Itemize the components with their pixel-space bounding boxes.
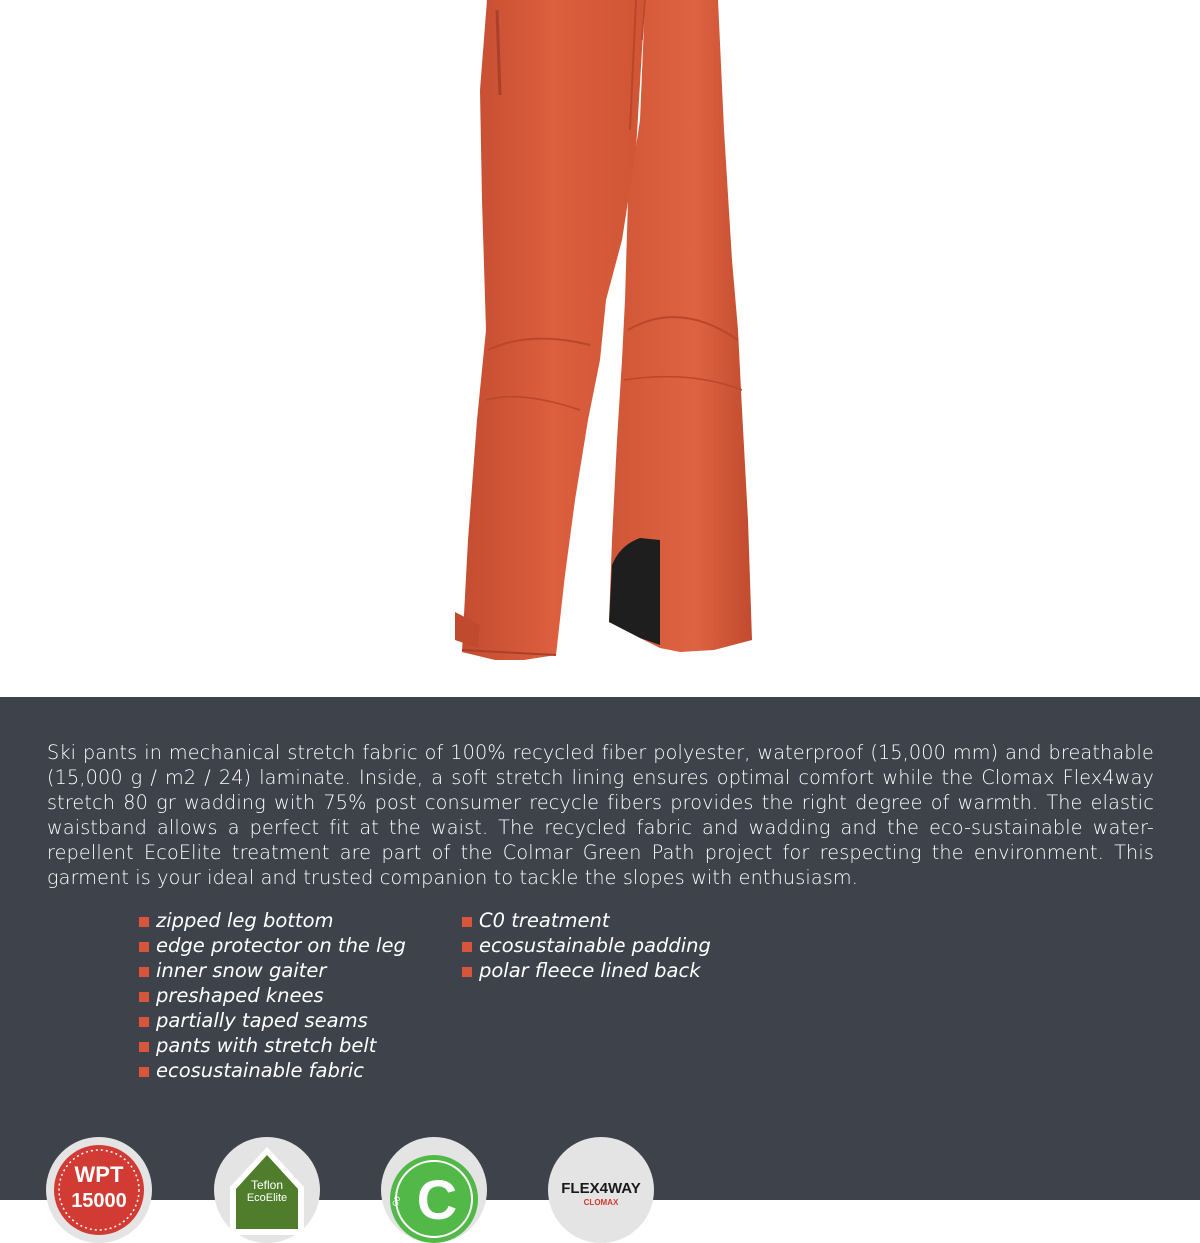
wpt-badge <box>46 1137 152 1243</box>
feature-item: ecosustainable fabric <box>139 1058 406 1083</box>
product-description: Ski pants in mechanical stretch fabric of 100% recycled fiber polyester, waterproof (15,000 mm) and breathable (15,000 g / m2 / 24) laminate. Inside, a soft stretch lining ensures optimal comfort while the Clomax Flex4way stretch 80 gr wadding with 75% post consumer recycle fibers provides the right degree of warmth. The elastic waistband allows a perfect fit at the waist. The recycled fabric and wadding and the eco-sustainable water-repellent EcoElite treatment are part of the Colmar Green Path project for respecting the environment. This garment is your ideal and trusted companion to tackle the slopes with enthusiasm. <box>47 741 1154 890</box>
clomax-label: CLOMAX <box>583 1198 619 1207</box>
bullet-icon <box>462 917 472 927</box>
bullet-icon <box>139 917 149 927</box>
bullet-icon <box>462 967 472 977</box>
feature-item: edge protector on the leg <box>139 933 406 958</box>
wpt-value: 15000 <box>71 1190 127 1212</box>
feature-item: zipped leg bottom <box>139 908 406 933</box>
flex4way-label: FLEX4WAY <box>561 1180 641 1197</box>
bullet-icon <box>139 1042 149 1052</box>
feature-item: polar fleece lined back <box>462 958 711 983</box>
bullet-icon <box>139 1017 149 1027</box>
c0-letter: C <box>416 1168 458 1231</box>
feature-list-right <box>462 908 711 983</box>
feature-list-left <box>139 908 406 1083</box>
teflon-label: Teflon <box>250 1178 284 1192</box>
feature-item: partially taped seams <box>139 1008 406 1033</box>
wpt-label: WPT <box>74 1162 124 1187</box>
bullet-icon <box>139 992 149 1002</box>
teflon-ecoelite-badge <box>214 1137 320 1243</box>
product-info-panel <box>0 697 1200 1231</box>
feature-item: inner snow gaiter <box>139 958 406 983</box>
bullet-icon <box>139 967 149 977</box>
bullet-icon <box>139 942 149 952</box>
feature-item: ecosustainable padding <box>462 933 711 958</box>
c0-side-label: C0 <box>390 1194 403 1208</box>
bullet-icon <box>139 1067 149 1077</box>
ecoelite-label: EcoElite <box>246 1192 288 1204</box>
bullet-icon <box>462 942 472 952</box>
flex4way-badge <box>548 1137 654 1243</box>
feature-item: preshaped knees <box>139 983 406 1008</box>
feature-item: C0 treatment <box>462 908 711 933</box>
c0-treatment-badge <box>381 1137 487 1243</box>
feature-item: pants with stretch belt <box>139 1033 406 1058</box>
